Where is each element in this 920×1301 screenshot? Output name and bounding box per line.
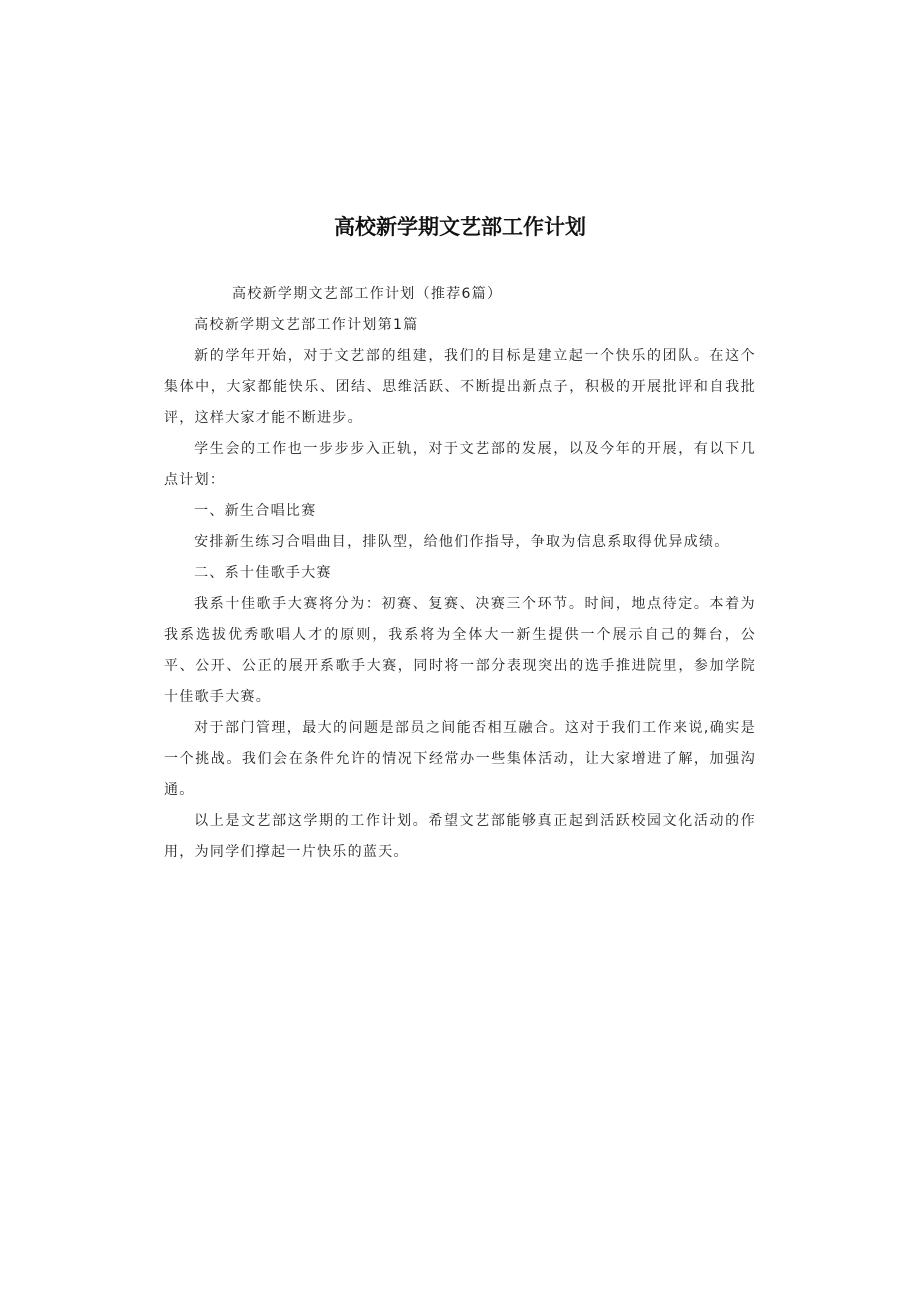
paragraph: 我系十佳歌手大赛将分为：初赛、复赛、决赛三个环节。时间，地点待定。本着为我系选拔优秀歌唱人才的原则，我系将为全体大一新生提供一个展示自己的舞台，公平、公开、公正的展开系歌手大赛，同时将一部分表现突出的选手推进院里，参加学院十佳歌手大赛。 bbox=[164, 596, 756, 705]
section-heading: 高校新学期文艺部工作计划第1篇 bbox=[194, 317, 419, 333]
document-subtitle: 高校新学期文艺部工作计划（推荐6篇） bbox=[232, 286, 503, 302]
paragraph: 以上是文艺部这学期的工作计划。希望文艺部能够真正起到活跃校园文化活动的作用，为同学们撑起一片快乐的蓝天。 bbox=[164, 813, 756, 860]
list-heading-1: 一、新生合唱比赛 bbox=[194, 503, 317, 519]
document-title: 高校新学期文艺部工作计划 bbox=[334, 215, 586, 239]
paragraph: 安排新生练习合唱曲目，排队型，给他们作指导，争取为信息系取得优异成绩。 bbox=[194, 534, 730, 550]
paragraph: 对于部门管理，最大的问题是部员之间能否相互融合。这对于我们工作来说,确实是一个挑战。我们会在条件允许的情况下经常办一些集体活动，让大家增进了解，加强沟通。 bbox=[164, 720, 756, 798]
paragraph: 学生会的工作也一步步步入正轨，对于文艺部的发展，以及今年的开展，有以下几点计划： bbox=[164, 441, 756, 488]
document-body bbox=[164, 279, 756, 868]
paragraph: 新的学年开始，对于文艺部的组建，我们的目标是建立起一个快乐的团队。在这个集体中，大家都能快乐、团结、思维活跃、不断提出新点子，积极的开展批评和自我批评，这样大家才能不断进步。 bbox=[164, 348, 756, 426]
list-heading-2: 二、系十佳歌手大赛 bbox=[194, 565, 332, 581]
